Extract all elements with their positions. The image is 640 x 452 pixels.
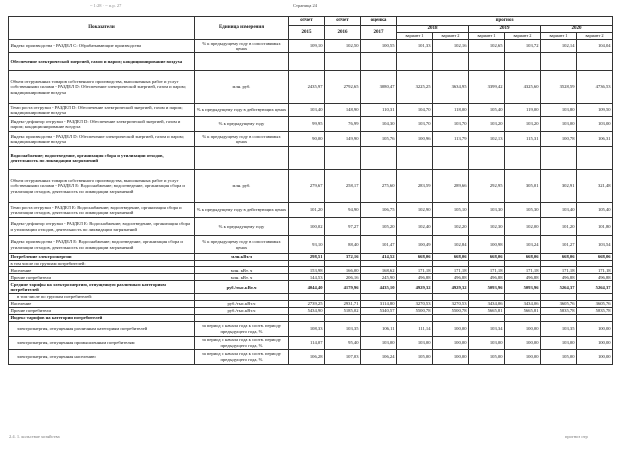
cell-value: 103,70 [433, 117, 469, 132]
cell-unit: % к предыдущему году в сопоставимых ценах [195, 40, 289, 53]
header-note: ~ 1:28 · ~ п.р. 27 [90, 3, 122, 8]
cell-value: 3605,76 [577, 300, 613, 307]
cell-unit: руб./тыс.кВт.ч [195, 307, 289, 314]
cell-value: 3528,59 [541, 71, 577, 104]
table-row [9, 147, 613, 170]
cell-value [505, 53, 541, 71]
header-2015: 2015 [289, 26, 325, 40]
cell-value: 496,88 [469, 274, 505, 281]
cell-value: 149,90 [325, 132, 361, 147]
cell-indicator: Индекс производства - РАЗДЕЛ Е: Водоснабжение; водоотведение, организация сбора и утилизации отходов, деятельность по ликвидации загрязнений [9, 236, 195, 254]
cell-value: 100,00 [433, 336, 469, 349]
cell-value: 110,31 [361, 104, 397, 117]
cell-value: 102,65 [469, 40, 505, 53]
header-2015-type: отчет [289, 17, 325, 26]
cell-value: 298,51 [289, 254, 325, 261]
cell-value: 103,80 [541, 104, 577, 117]
cell-value: 3270,53 [433, 300, 469, 307]
table-row [9, 349, 613, 364]
cell-value [289, 53, 325, 71]
cell-value: 104,70 [397, 104, 433, 117]
cell-value: 100,00 [433, 349, 469, 364]
cell-value [541, 53, 577, 71]
header-unit: Единица измерения [195, 17, 289, 40]
cell-value: 5434,90 [289, 307, 325, 314]
footer-note: 2.4. 1. кольствае хозяйства [9, 434, 60, 439]
cell-unit: % к предыдущему году в сопоставимых ценах [195, 236, 289, 254]
cell-value [397, 147, 433, 170]
table-row [9, 53, 613, 71]
cell-value: 100,00 [577, 349, 613, 364]
cell-indicator: Индекс производства - РАЗДЕЛ D: Обеспечение электрической энергией, газом и паром; кондиционирование воздуха [9, 132, 195, 147]
cell-value: 3399,42 [469, 71, 505, 104]
cell-value: 5500,78 [433, 307, 469, 314]
cell-unit: за период с начала года к соотв. периоду предыдущего года, % [195, 336, 289, 349]
cell-value: 3270,53 [397, 300, 433, 307]
cell-value: 3434,06 [469, 300, 505, 307]
cell-value: 171,18 [577, 267, 613, 274]
cell-value: 106,31 [577, 132, 613, 147]
cell-value: 100,98 [469, 236, 505, 254]
cell-value: 3114,80 [361, 300, 397, 307]
cell-value: 102,13 [469, 132, 505, 147]
cell-value: 102,30 [469, 218, 505, 236]
cell-value [577, 53, 613, 71]
header-2016-type: отчет [325, 17, 361, 26]
cell-value: 101,47 [361, 236, 397, 254]
cell-value: 289,66 [433, 170, 469, 203]
cell-value [577, 314, 613, 321]
table-row [9, 170, 613, 203]
cell-value: 305,01 [505, 170, 541, 203]
cell-value [469, 314, 505, 321]
cell-value: 103,00 [361, 336, 397, 349]
cell-value: 275,60 [361, 170, 397, 203]
cell-value: 2792,65 [325, 71, 361, 104]
cell-value: 101,20 [289, 203, 325, 218]
cell-value [469, 53, 505, 71]
cell-value: 102,84 [433, 236, 469, 254]
cell-unit [195, 53, 289, 71]
table-body [9, 40, 613, 365]
header-variant-2: вариант 2 [505, 33, 541, 40]
cell-value [361, 53, 397, 71]
cell-value: 100,00 [505, 349, 541, 364]
cell-value: 105,20 [361, 218, 397, 236]
header-2017-type: оценка [361, 17, 397, 26]
cell-value: 103,00 [469, 336, 505, 349]
cell-value: 103,00 [541, 117, 577, 132]
cell-value: 101,20 [541, 218, 577, 236]
cell-value [397, 53, 433, 71]
cell-value: 101,80 [577, 218, 613, 236]
page-label: Страница 24 [293, 3, 318, 8]
cell-value: 100,00 [505, 336, 541, 349]
cell-indicator: Прочие потребители [9, 307, 195, 314]
cell-value: 153,98 [289, 267, 325, 274]
table-row [9, 40, 613, 53]
cell-value: 2931,71 [325, 300, 361, 307]
cell-indicator: Водоснабжение; водоотведение, организация сбора и утилизации отходов, деятельность по ликвидации загрязнений [9, 147, 195, 170]
cell-value: 4325,60 [505, 71, 541, 104]
cell-indicator: Объем отгруженных товаров собственного производства, выполненных работ и услуг собственными силами - РАЗДЕЛ Е: Водоснабжение; водоотведение, организация сбора и утилизации отходов, деятельность по ликвидации загрязнений [9, 170, 195, 203]
cell-value: 5340,57 [361, 307, 397, 314]
cell-value: 105,10 [433, 203, 469, 218]
cell-value: 496,88 [541, 274, 577, 281]
page-header [0, 0, 640, 14]
cell-indicator: Объем отгруженных товаров собственного производства, выполненных работ и услуг собственными силами - РАЗДЕЛ D: Обеспечение электрической энергией, газом и паром; кондиционирование воздуха [9, 71, 195, 104]
cell-value: 100,02 [289, 218, 325, 236]
cell-value: 114,07 [289, 336, 325, 349]
cell-value [505, 314, 541, 321]
cell-value: 105,30 [505, 203, 541, 218]
header-variant-1: вариант 1 [397, 33, 433, 40]
cell-value: 496,88 [397, 274, 433, 281]
cell-value [397, 314, 433, 321]
cell-value: 102,50 [325, 40, 361, 53]
cell-indicator: Население [9, 267, 195, 274]
cell-value: 5093,96 [505, 281, 541, 294]
cell-value: 5093,96 [469, 281, 505, 294]
cell-value: 103,34 [469, 321, 505, 336]
table-row [9, 300, 613, 307]
header-forecast: прогноз [397, 17, 613, 26]
cell-value: 105,00 [469, 349, 505, 364]
cell-value: 109,10 [289, 40, 325, 53]
cell-value: 103,00 [577, 117, 613, 132]
table-row [9, 104, 613, 117]
cell-value [289, 147, 325, 170]
cell-unit: % к предыдущему году в действующих ценах [195, 104, 289, 117]
cell-value: 105,40 [577, 203, 613, 218]
cell-value: 103,54 [577, 236, 613, 254]
page-footer [0, 433, 640, 452]
cell-value: 171,18 [469, 267, 505, 274]
cell-value: 101,33 [397, 40, 433, 53]
cell-value: 4179,96 [325, 281, 361, 294]
cell-indicator: в том числе по группам потребителей: [9, 294, 195, 300]
cell-value: 102,14 [541, 40, 577, 53]
cell-value: 3225,25 [397, 71, 433, 104]
cell-indicator: Темп роста отгрузки - РАЗДЕЛ Е: Водоснабжение; водоотведение, организация сбора и утилизации отходов, деятельность по ликвидации загрязнений [9, 203, 195, 218]
cell-unit: млн. кВт. ч [195, 267, 289, 274]
table-row [9, 203, 613, 218]
cell-value: 668,06 [469, 254, 505, 261]
cell-value: 103,70 [397, 117, 433, 132]
cell-value: 88,40 [325, 236, 361, 254]
cell-indicator: Средние тарифы на электроэнергию, отпущенную различным категориям потребителей [9, 281, 195, 294]
cell-unit [195, 314, 289, 321]
cell-value: 3634,95 [433, 71, 469, 104]
cell-value [325, 314, 361, 321]
cell-value: 5264,37 [577, 281, 613, 294]
table-row [9, 71, 613, 104]
cell-value: 496,88 [505, 274, 541, 281]
cell-value [577, 147, 613, 170]
cell-value: 99,95 [289, 117, 325, 132]
cell-value: 168,62 [361, 267, 397, 274]
cell-value: 171,18 [433, 267, 469, 274]
table-row [9, 236, 613, 254]
cell-unit [195, 147, 289, 170]
cell-value: 302,91 [541, 170, 577, 203]
cell-value: 171,18 [505, 267, 541, 274]
cell-value: 115,31 [505, 132, 541, 147]
cell-value: 100,78 [541, 132, 577, 147]
cell-value: 97,27 [325, 218, 361, 236]
cell-value: 496,88 [433, 274, 469, 281]
header-2020: 2020 [541, 26, 613, 33]
cell-value: 103,00 [397, 336, 433, 349]
header-2017: 2017 [361, 26, 397, 40]
table-row [9, 321, 613, 336]
cell-unit: руб./тыс.кВт.ч [195, 300, 289, 307]
cell-value: 668,06 [397, 254, 433, 261]
header-variant-1: вариант 1 [469, 33, 505, 40]
header-variant-2: вариант 2 [433, 33, 469, 40]
table-row [9, 132, 613, 147]
table-row [9, 117, 613, 132]
cell-value: 4929,32 [433, 281, 469, 294]
cell-value: 206,16 [325, 274, 361, 281]
cell-value: 94,90 [325, 203, 361, 218]
cell-value: 103,24 [505, 236, 541, 254]
cell-value: 101,27 [541, 236, 577, 254]
cell-value: 103,20 [505, 117, 541, 132]
cell-value: 104,04 [577, 40, 613, 53]
cell-value: 668,06 [541, 254, 577, 261]
cell-value: 5185,02 [325, 307, 361, 314]
cell-indicator: Индекс-дефлятор отгрузки - РАЗДЕЛ Е: Водоснабжение; водоотведение, организация сбора и утилизации отходов, деятельность по ликвидации загрязнений [9, 218, 195, 236]
cell-value: 292,95 [469, 170, 505, 203]
cell-value: 5264,37 [541, 281, 577, 294]
cell-indicator: Индекс тарифов на категории потребителей [9, 314, 195, 321]
cell-value: 5665,81 [469, 307, 505, 314]
cell-value: 414,52 [361, 254, 397, 261]
cell-value: 103,72 [505, 40, 541, 53]
cell-value [433, 314, 469, 321]
header-2019: 2019 [469, 26, 541, 33]
cell-value: 102,90 [397, 203, 433, 218]
cell-value: 100,00 [577, 321, 613, 336]
cell-value: 5835,78 [541, 307, 577, 314]
cell-value: 668,06 [505, 254, 541, 261]
header-variant-1: вариант 1 [541, 33, 577, 40]
cell-value [541, 147, 577, 170]
cell-value: 109,50 [577, 104, 613, 117]
cell-unit: % к предыдущему году в действующих ценах [195, 203, 289, 218]
cell-value: 107,03 [325, 349, 361, 364]
cell-value: 100,96 [397, 132, 433, 147]
cell-value: 5665,81 [505, 307, 541, 314]
cell-value: 4929,32 [397, 281, 433, 294]
cell-value: 171,18 [397, 267, 433, 274]
cell-value: 106,28 [289, 349, 325, 364]
cell-value: 108,33 [289, 321, 325, 336]
cell-unit: млн. кВт. ч [195, 274, 289, 281]
table-row [9, 281, 613, 294]
cell-indicator: Обеспечение электрической энергией, газом и паром; кондиционирование воздуха [9, 53, 195, 71]
cell-value: 103,20 [469, 117, 505, 132]
cell-value [325, 147, 361, 170]
cell-unit: за период с начала года к соотв. периоду предыдущего года, % [195, 349, 289, 364]
cell-indicator: электроэнергия, отпущенная промышленным потребителям [9, 336, 195, 349]
cell-value: 166,00 [325, 267, 361, 274]
cell-value [325, 53, 361, 71]
cell-value: 100,55 [361, 40, 397, 53]
cell-value: 258,17 [325, 170, 361, 203]
cell-value: 668,06 [433, 254, 469, 261]
cell-value: 102,40 [397, 218, 433, 236]
cell-value: 106,11 [361, 321, 397, 336]
cell-value: 113,79 [433, 132, 469, 147]
cell-value: 5500,78 [397, 307, 433, 314]
cell-value: 105,00 [397, 349, 433, 364]
table-row [9, 307, 613, 314]
cell-indicator: электроэнергия, отпущенная населению [9, 349, 195, 364]
cell-value [505, 147, 541, 170]
cell-value: 2739,25 [289, 300, 325, 307]
cell-value: 100,00 [577, 336, 613, 349]
cell-value: 103,40 [541, 203, 577, 218]
cell-unit: % к предыдущему году [195, 218, 289, 236]
cell-value [433, 53, 469, 71]
cell-indicator: Население [9, 300, 195, 307]
cell-value: 100,00 [505, 321, 541, 336]
cell-value: 3605,76 [541, 300, 577, 307]
cell-value: 106,24 [361, 349, 397, 364]
cell-indicator: электроэнергия, отпущенная различным категориям потребителей [9, 321, 195, 336]
cell-value: 105,00 [541, 349, 577, 364]
cell-value [361, 147, 397, 170]
cell-value [433, 147, 469, 170]
cell-indicator: Индекс-дефлятор отгрузки - РАЗДЕЛ D: Обеспечение электрической энергией, газом и паром; кондиционирование воздуха [9, 117, 195, 132]
cell-value: 102,16 [433, 40, 469, 53]
cell-unit: млн.кВт.ч [195, 254, 289, 261]
cell-value: 668,06 [577, 254, 613, 261]
cell-value: 104,30 [361, 117, 397, 132]
cell-value: 111,14 [397, 321, 433, 336]
cell-value: 100,49 [397, 236, 433, 254]
cell-value: 321,48 [577, 170, 613, 203]
cell-value: 119,00 [505, 104, 541, 117]
cell-indicator: Прочие потребители [9, 274, 195, 281]
table-row [9, 254, 613, 261]
cell-value: 105,76 [361, 132, 397, 147]
cell-value: 105,40 [469, 104, 505, 117]
cell-value: 171,18 [541, 267, 577, 274]
cell-value: 118,00 [433, 104, 469, 117]
cell-value: 103,35 [325, 321, 361, 336]
cell-unit: за период с начала года к соотв. периоду предыдущего года, % [195, 321, 289, 336]
table-row [9, 314, 613, 321]
cell-value: 2435,97 [289, 71, 325, 104]
cell-value: 4435,10 [361, 281, 397, 294]
cell-unit: % к предыдущему году в сопоставимых ценах [195, 132, 289, 147]
cell-value: 106,75 [361, 203, 397, 218]
cell-value [289, 314, 325, 321]
cell-value: 4044,40 [289, 281, 325, 294]
table-row [9, 218, 613, 236]
cell-unit: руб./тыс.кВт.ч [195, 281, 289, 294]
cell-value: 283,59 [397, 170, 433, 203]
cell-unit: % к предыдущему году [195, 117, 289, 132]
cell-value: 95,40 [325, 336, 361, 349]
cell-value: 372,16 [325, 254, 361, 261]
cell-value: 144,53 [289, 274, 325, 281]
cell-value [361, 314, 397, 321]
cell-value: 5835,78 [577, 307, 613, 314]
cell-indicator: Индекс производства - РАЗДЕЛ С: Обрабатывающие производства [9, 40, 195, 53]
cell-value: 100,00 [433, 321, 469, 336]
cell-value: 102,20 [433, 218, 469, 236]
footer-right-note: прогноз отр [565, 434, 588, 439]
cell-value: 103,40 [289, 104, 325, 117]
cell-value: 3434,06 [505, 300, 541, 307]
header-variant-2: вариант 2 [577, 33, 613, 40]
table-row [9, 274, 613, 281]
cell-value: 148,90 [325, 104, 361, 117]
cell-indicator: Потребление электроэнергии [9, 254, 195, 261]
header-2018: 2018 [397, 26, 469, 33]
cell-value: 90,00 [289, 132, 325, 147]
cell-value: 76,99 [325, 117, 361, 132]
cell-value: 103,35 [541, 321, 577, 336]
table-row [9, 336, 613, 349]
header-2016: 2016 [325, 26, 361, 40]
cell-value [469, 147, 505, 170]
cell-value: 4736,53 [577, 71, 613, 104]
cell-value [541, 314, 577, 321]
cell-indicator: Темп роста отгрузки - РАЗДЕЛ D: Обеспечение электрической энергией, газом и паром; кондиционирование воздуха [9, 104, 195, 117]
cell-value: 245,90 [361, 274, 397, 281]
cell-value: 279,67 [289, 170, 325, 203]
cell-value: 103,30 [469, 203, 505, 218]
cell-value: 496,88 [577, 274, 613, 281]
cell-value: 103,00 [541, 336, 577, 349]
cell-value: 93,10 [289, 236, 325, 254]
cell-unit: млн. руб. [195, 71, 289, 104]
table-row [9, 267, 613, 274]
cell-value: 102,00 [505, 218, 541, 236]
forecast-table [8, 16, 613, 365]
cell-indicator: в том числе по группам потребителей: [9, 261, 195, 267]
cell-value: 3080,47 [361, 71, 397, 104]
header-indicator: Показатели [9, 17, 195, 40]
cell-unit: млн. руб. [195, 170, 289, 203]
